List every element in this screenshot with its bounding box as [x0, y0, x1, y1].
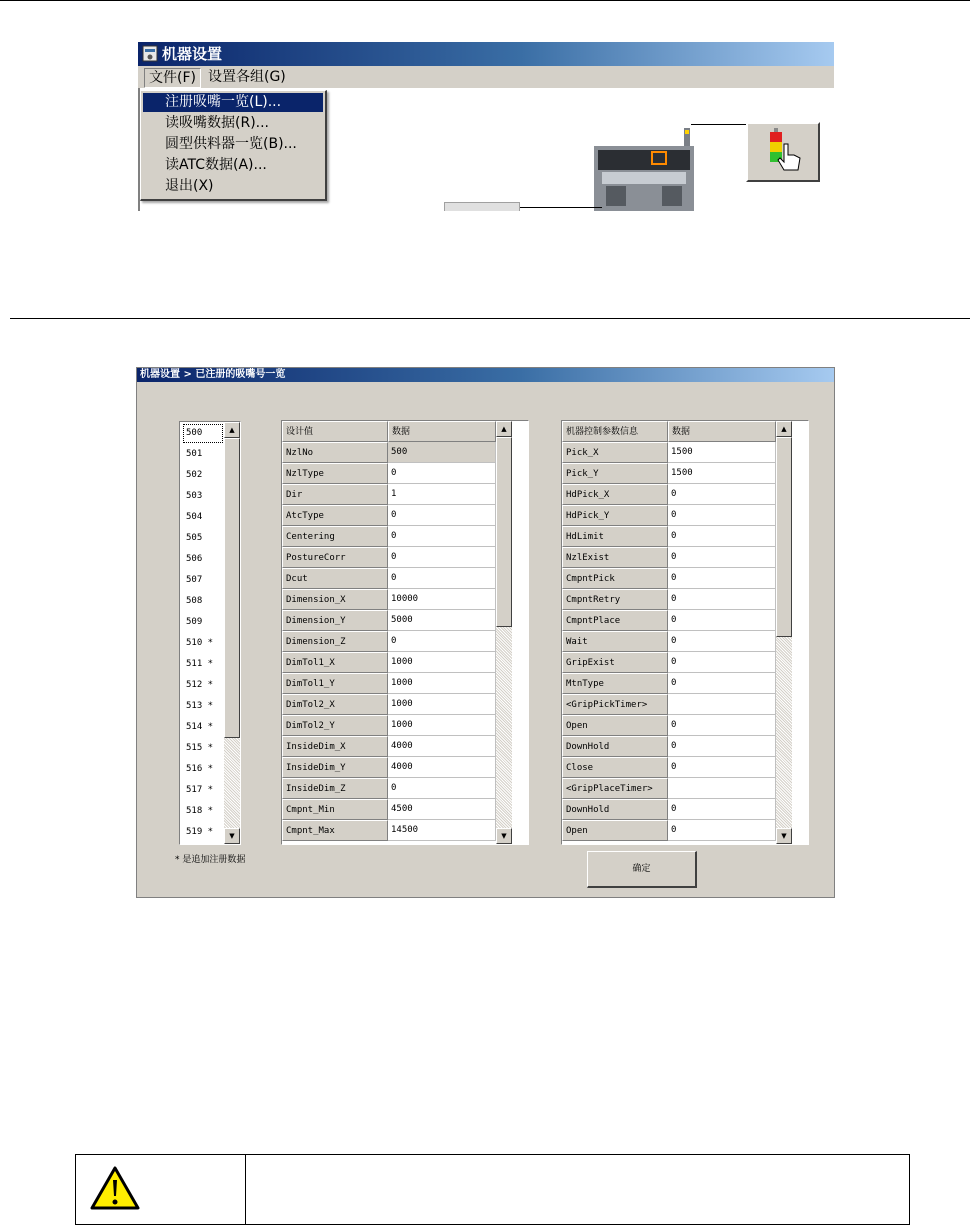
- file-menu-dropdown: [140, 90, 327, 201]
- table-header: 设计值: [282, 421, 388, 442]
- row-label: Dimension_Z: [282, 631, 388, 652]
- nozzle-list-item[interactable]: 507: [186, 575, 203, 585]
- callout-box: [444, 202, 520, 211]
- row-label: <GripPickTimer>: [562, 694, 668, 715]
- scroll-down-button[interactable]: ▼: [776, 828, 792, 844]
- row-label: AtcType: [282, 505, 388, 526]
- scroll-up-button[interactable]: ▲: [776, 421, 792, 437]
- row-label: HdPick_Y: [562, 505, 668, 526]
- row-value[interactable]: 0: [668, 526, 776, 547]
- menu-group-settings[interactable]: 设置各组(G): [208, 69, 286, 85]
- row-value[interactable]: 0: [388, 568, 496, 589]
- menu-item-registered-nozzles[interactable]: 注册吸嘴一览(L)...: [143, 93, 323, 112]
- row-value[interactable]: [668, 778, 776, 799]
- row-label: Dimension_X: [282, 589, 388, 610]
- row-label: InsideDim_X: [282, 736, 388, 757]
- dialog-title: 机器设置 > 已注册的吸嘴号一览: [137, 368, 834, 382]
- row-label: MtnType: [562, 673, 668, 694]
- machine-control-table: [561, 420, 809, 845]
- nozzle-list-item[interactable]: 517 *: [186, 785, 214, 795]
- row-value[interactable]: 0: [668, 631, 776, 652]
- warning-triangle-icon: [89, 1165, 141, 1211]
- row-value[interactable]: 0: [668, 673, 776, 694]
- row-value[interactable]: 1000: [388, 652, 496, 673]
- row-label: Centering: [282, 526, 388, 547]
- row-value[interactable]: 0: [668, 547, 776, 568]
- row-value[interactable]: 0: [668, 652, 776, 673]
- signal-tower-hand-icon: [748, 124, 818, 180]
- nozzle-list-item[interactable]: 504: [186, 512, 203, 522]
- table-header: 机器控制参数信息: [562, 421, 668, 442]
- row-value[interactable]: 1000: [388, 673, 496, 694]
- nozzle-list-item[interactable]: 515 *: [186, 743, 214, 753]
- row-label: DownHold: [562, 736, 668, 757]
- callout-line-bottom: [518, 207, 602, 208]
- row-label: NzlNo: [282, 442, 388, 463]
- nozzle-list-item[interactable]: 506: [186, 554, 203, 564]
- table-header: 数据: [388, 421, 496, 442]
- row-label: CmpntRetry: [562, 589, 668, 610]
- row-value[interactable]: 0: [388, 526, 496, 547]
- scroll-up-button[interactable]: ▲: [496, 421, 512, 437]
- scroll-thumb[interactable]: [776, 437, 792, 637]
- row-label: HdPick_X: [562, 484, 668, 505]
- menu-item-round-feeder-list[interactable]: 圆型供料器一览(B)...: [165, 136, 297, 152]
- row-value[interactable]: 0: [668, 568, 776, 589]
- row-label: Dimension_Y: [282, 610, 388, 631]
- control-table-scrollbar[interactable]: [776, 421, 792, 844]
- row-value[interactable]: 0: [668, 757, 776, 778]
- nozzle-list-item[interactable]: 501: [186, 449, 203, 459]
- nozzle-list-item[interactable]: 519 *: [186, 827, 214, 837]
- nozzle-list-item[interactable]: 505: [186, 533, 203, 543]
- scroll-thumb[interactable]: [496, 437, 512, 627]
- nozzle-list-dialog: [136, 367, 835, 898]
- row-value[interactable]: 500: [388, 442, 496, 463]
- row-label: Dcut: [282, 568, 388, 589]
- row-value[interactable]: 1500: [668, 463, 776, 484]
- row-value[interactable]: 1: [388, 484, 496, 505]
- row-label: InsideDim_Y: [282, 757, 388, 778]
- row-label: NzlType: [282, 463, 388, 484]
- row-value[interactable]: 1000: [388, 715, 496, 736]
- scroll-up-button[interactable]: ▲: [224, 422, 240, 438]
- row-value[interactable]: 0: [388, 778, 496, 799]
- section-rule: [10, 318, 970, 319]
- row-label: <GripPlaceTimer>: [562, 778, 668, 799]
- nozzle-list-item[interactable]: 510 *: [186, 638, 214, 648]
- row-value[interactable]: 0: [668, 820, 776, 841]
- design-table-scrollbar[interactable]: [496, 421, 512, 844]
- row-value[interactable]: 14500: [388, 820, 496, 841]
- row-value[interactable]: 1000: [388, 694, 496, 715]
- row-label: Wait: [562, 631, 668, 652]
- menu-item-read-nozzle-data[interactable]: 读吸嘴数据(R)...: [165, 115, 270, 131]
- scroll-thumb[interactable]: [224, 438, 240, 738]
- nozzle-list-item[interactable]: 503: [186, 491, 203, 501]
- nozzle-list-item[interactable]: 511 *: [186, 659, 214, 669]
- row-value[interactable]: 0: [668, 505, 776, 526]
- row-label: DimTol1_Y: [282, 673, 388, 694]
- window-title: 机器设置: [162, 45, 223, 63]
- menu-item-read-atc-data[interactable]: 读ATC数据(A)...: [165, 157, 267, 173]
- row-label: Cmpnt_Min: [282, 799, 388, 820]
- row-value[interactable]: 0: [668, 610, 776, 631]
- row-value[interactable]: 5000: [388, 610, 496, 631]
- signal-tower-button[interactable]: [746, 122, 820, 182]
- row-value[interactable]: 0: [668, 589, 776, 610]
- row-value[interactable]: 0: [668, 799, 776, 820]
- row-label: Cmpnt_Max: [282, 820, 388, 841]
- row-label: CmpntPlace: [562, 610, 668, 631]
- row-label: DimTol1_X: [282, 652, 388, 673]
- row-label: Pick_Y: [562, 463, 668, 484]
- menu-bar: [138, 66, 834, 89]
- row-label: Open: [562, 715, 668, 736]
- design-value-table: [281, 420, 529, 845]
- row-label: DimTol2_Y: [282, 715, 388, 736]
- nozzle-list-item[interactable]: 509: [186, 617, 203, 627]
- app-icon: [142, 45, 158, 62]
- nozzle-listbox[interactable]: [179, 421, 241, 845]
- nozzle-list-item[interactable]: 513 *: [186, 701, 214, 711]
- row-label: PostureCorr: [282, 547, 388, 568]
- row-value[interactable]: 0: [388, 631, 496, 652]
- nozzle-list-item[interactable]: 502: [186, 470, 203, 480]
- nozzle-list-item[interactable]: 518 *: [186, 806, 214, 816]
- row-label: Dir: [282, 484, 388, 505]
- row-value[interactable]: 0: [388, 505, 496, 526]
- row-label: GripExist: [562, 652, 668, 673]
- row-value[interactable]: 0: [668, 484, 776, 505]
- row-label: Close: [562, 757, 668, 778]
- row-value[interactable]: 1500: [668, 442, 776, 463]
- row-value[interactable]: 0: [668, 715, 776, 736]
- menu-file[interactable]: 文件(F): [144, 68, 201, 88]
- nozzle-list-item[interactable]: 500: [182, 423, 224, 444]
- callout-line-tower: [691, 124, 746, 125]
- machine-image: [592, 128, 704, 211]
- caution-box: [75, 1154, 910, 1225]
- row-label: Pick_X: [562, 442, 668, 463]
- row-value[interactable]: [668, 694, 776, 715]
- nozzle-list-scrollbar[interactable]: [224, 422, 240, 844]
- row-label: DimTol2_X: [282, 694, 388, 715]
- row-label: Open: [562, 820, 668, 841]
- row-value[interactable]: 0: [668, 736, 776, 757]
- scroll-down-button[interactable]: ▼: [496, 828, 512, 844]
- nozzle-list-item[interactable]: 516 *: [186, 764, 214, 774]
- nozzle-list-item[interactable]: 514 *: [186, 722, 214, 732]
- menu-item-exit[interactable]: 退出(X): [165, 178, 214, 194]
- nozzle-list-item[interactable]: 508: [186, 596, 203, 606]
- row-value[interactable]: 10000: [388, 589, 496, 610]
- row-value[interactable]: 4000: [388, 757, 496, 778]
- caution-divider: [245, 1155, 246, 1224]
- ok-button[interactable]: 确定: [587, 851, 697, 888]
- nozzle-list-item[interactable]: 512 *: [186, 680, 214, 690]
- row-label: NzlExist: [562, 547, 668, 568]
- row-value[interactable]: 0: [388, 463, 496, 484]
- machine-settings-window: [138, 42, 834, 211]
- row-value[interactable]: 4500: [388, 799, 496, 820]
- row-label: DownHold: [562, 799, 668, 820]
- row-value[interactable]: 0: [388, 547, 496, 568]
- table-header: 数据: [668, 421, 776, 442]
- top-rule: [0, 0, 970, 1]
- row-value[interactable]: 4000: [388, 736, 496, 757]
- row-label: CmpntPick: [562, 568, 668, 589]
- row-label: HdLimit: [562, 526, 668, 547]
- scroll-down-button[interactable]: ▼: [224, 828, 240, 844]
- footnote: * 是追加注册数据: [175, 855, 246, 865]
- row-label: InsideDim_Z: [282, 778, 388, 799]
- window-titlebar: [138, 42, 834, 66]
